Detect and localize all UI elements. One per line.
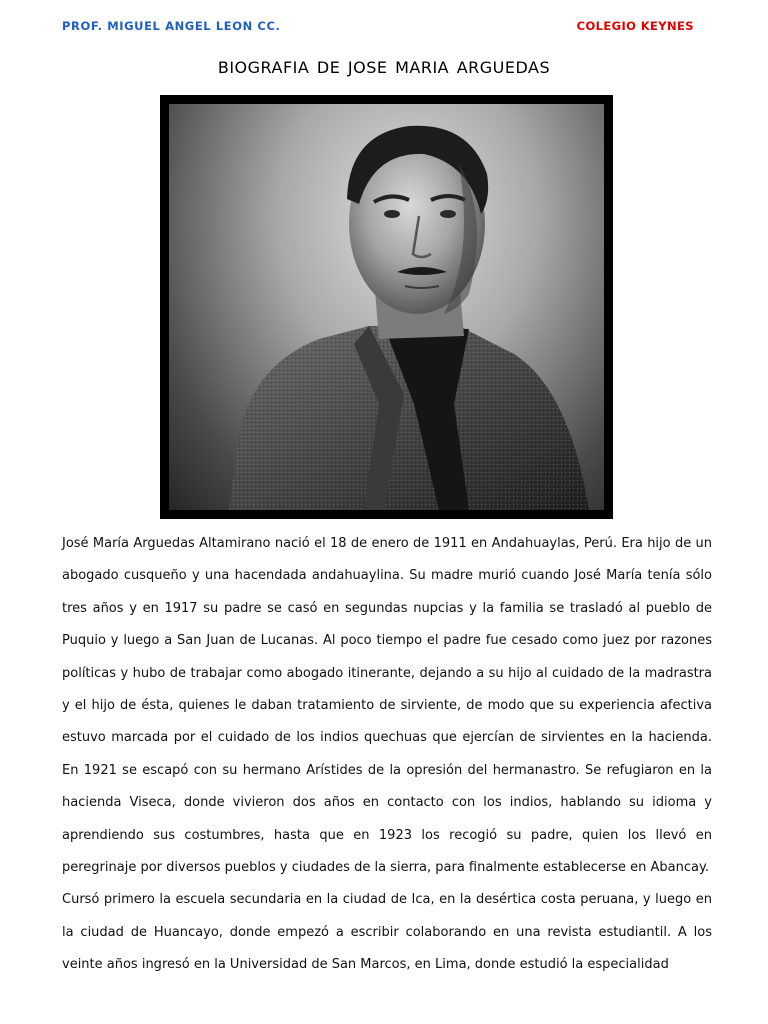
portrait-frame	[160, 95, 613, 519]
portrait-photo-icon	[169, 104, 604, 510]
school-header: COLEGIO KEYNES	[576, 19, 694, 33]
biography-text	[62, 528, 712, 982]
biography-paragraph: José María Arguedas Altamirano nació el 18 de enero de 1911 en Andahuaylas, Perú. Era hijo de un abogado cusqueño y una hacendada andahuaylina. Su madre murió cuando José María tenía sólo tres años y en 1917 su padre se casó en segundas nupcias y la familia se trasladó al pueblo de Puquio y luego a San Juan de Lucanas. Al poco tiempo el padre fue cesado como juez por razones políticas y hubo de trabajar como abogado itinerante, dejando a su hijo al cuidado de la madrastra y el hijo de ésta, quienes le daban tratamiento de sirviente, de modo que su experiencia afectiva estuvo marcada por el cuidado de los indios quechuas que ejercían de sirvientes en la hacienda. En 1921 se escapó con su hermano Arístides de la opresión del hermanastro. Se refugiaron en la hacienda Viseca, donde vivieron dos años en contacto con los indios, hablando su idioma y aprendiendo sus costumbres, hasta que en 1923 los recogió su padre, quien los llevó en peregrinaje por diversos pueblos y ciudades de la sierra, para finalmente establecerse en Abancay.	[62, 536, 712, 876]
biography-paragraph: Cursó primero la escuela secundaria en la ciudad de Ica, en la desértica costa peruana, y luego en la ciudad de Huancayo, donde empezó a escribir colaborando en una revista estudiantil. A los veinte años ingresó en la Universidad de San Marcos, en Lima, donde estudió la especialidad	[62, 892, 712, 973]
page-title: BIOGRAFIA DE JOSE MARIA ARGUEDAS	[217, 58, 551, 77]
author-header: PROF. MIGUEL ANGEL LEON CC.	[62, 19, 281, 33]
